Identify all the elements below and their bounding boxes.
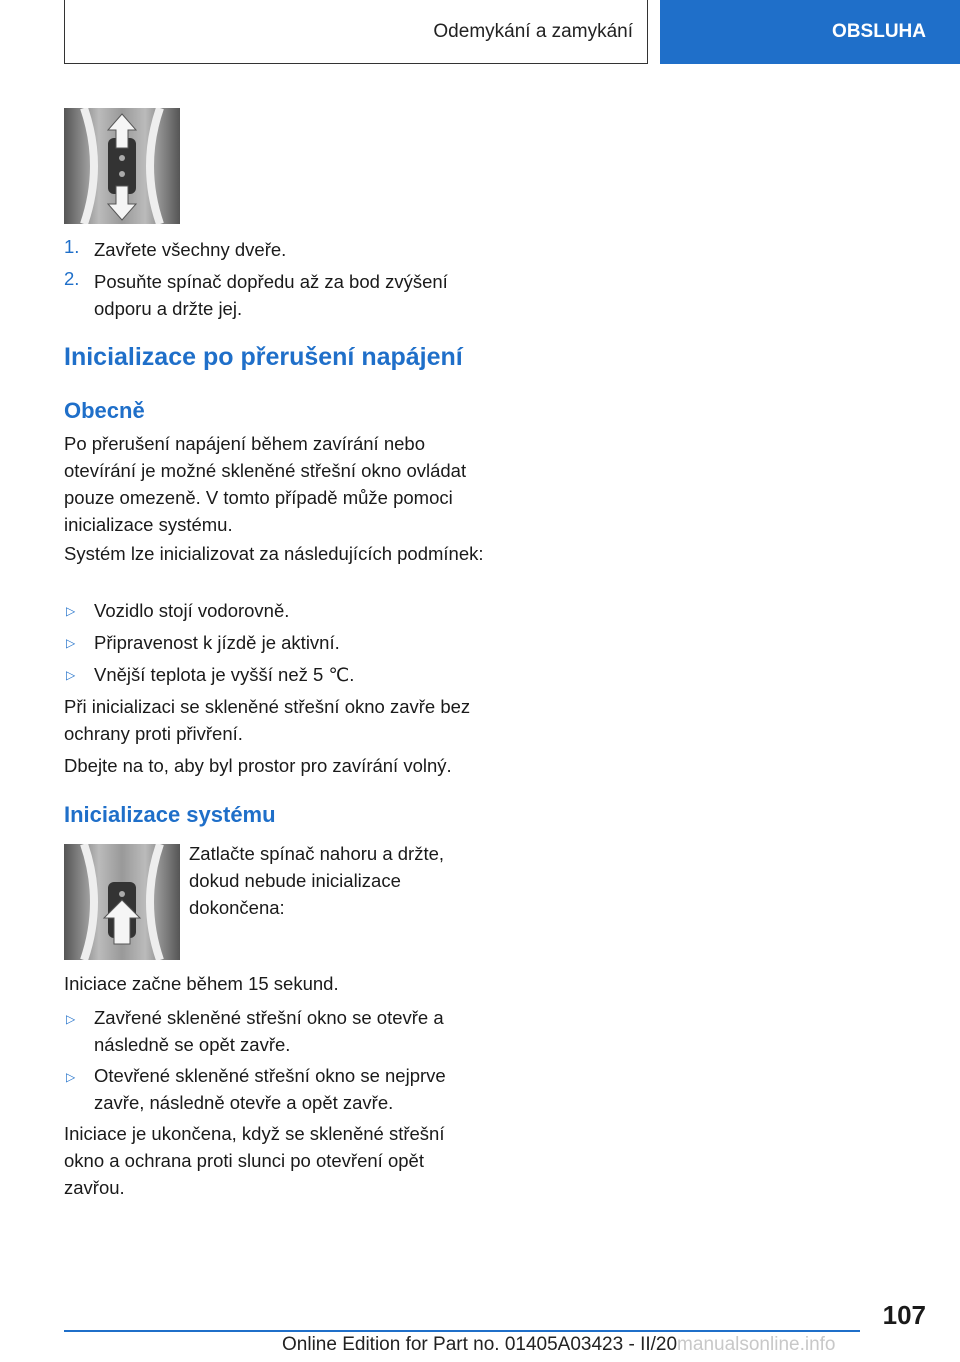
heading-general: Obecně <box>64 398 145 423</box>
condition-item: Vozidlo stojí vodorovně. <box>94 600 290 621</box>
paragraph: Po přerušení napájení během zavírání nebo otevírání je možné skleněné střešní okno ovládat pouze omezeně. V tomto případě může pomoci inicializace systému. <box>64 433 467 535</box>
step-number: 2. <box>64 268 80 289</box>
bullet-icon: ▷ <box>66 668 76 682</box>
footer-rule <box>64 1330 860 1332</box>
paragraph: Systém lze inicializovat za následujících podmínek: <box>64 543 484 564</box>
init-instruction: Zatlačte spínač nahoru a držte, dokud nebude inicializace dokončena: <box>189 843 445 918</box>
step-text: Posuňte spínač dopředu až za bod zvýšení odporu a držte jej. <box>94 271 448 319</box>
bullet-icon: ▷ <box>66 636 76 650</box>
switch-press-up-image <box>64 844 180 960</box>
paragraph: Dbejte na to, aby byl prostor pro zavírání volný. <box>64 755 452 776</box>
bullet-icon: ▷ <box>66 1070 76 1084</box>
step-text: Zavřete všechny dveře. <box>94 239 287 260</box>
heading-init: Inicializace systému <box>64 802 276 827</box>
paragraph: Při inicializaci se skleněné střešní okno zavře bez ochrany proti přivření. <box>64 696 471 744</box>
footer-brand[interactable]: manualsonline.info <box>677 1334 836 1355</box>
section-title: Odemykání a zamykání <box>433 20 633 42</box>
running-header-section <box>64 0 648 64</box>
result-item: Otevřené skleněné střešní okno se nejprve zavře, následně otevře a opět zavře. <box>94 1065 446 1113</box>
footer-text: Online Edition for Part no. 01405A03423 - II/20 <box>282 1334 678 1355</box>
footer <box>282 1334 836 1356</box>
switch-slide-image <box>64 108 180 224</box>
condition-item: Vnější teplota je vyšší než 5 ℃. <box>94 664 355 685</box>
paragraph: Iniciace je ukončena, když se skleněné střešní okno a ochrana proti slunci po otevření opět zavřou. <box>64 1123 445 1198</box>
page-number: 107 <box>882 1300 926 1330</box>
chapter-title: OBSLUHA <box>832 21 926 42</box>
running-header-chapter <box>660 0 960 64</box>
result-item: Zavřené skleněné střešní okno se otevře a následně se opět zavře. <box>94 1007 444 1055</box>
paragraph: Iniciace začne během 15 sekund. <box>64 973 339 994</box>
condition-item: Připravenost k jízdě je aktivní. <box>94 632 340 653</box>
step-number: 1. <box>64 236 80 257</box>
bullet-icon: ▷ <box>66 1012 76 1026</box>
heading-main: Inicializace po přerušení napájení <box>64 343 463 371</box>
bullet-icon: ▷ <box>66 604 76 618</box>
